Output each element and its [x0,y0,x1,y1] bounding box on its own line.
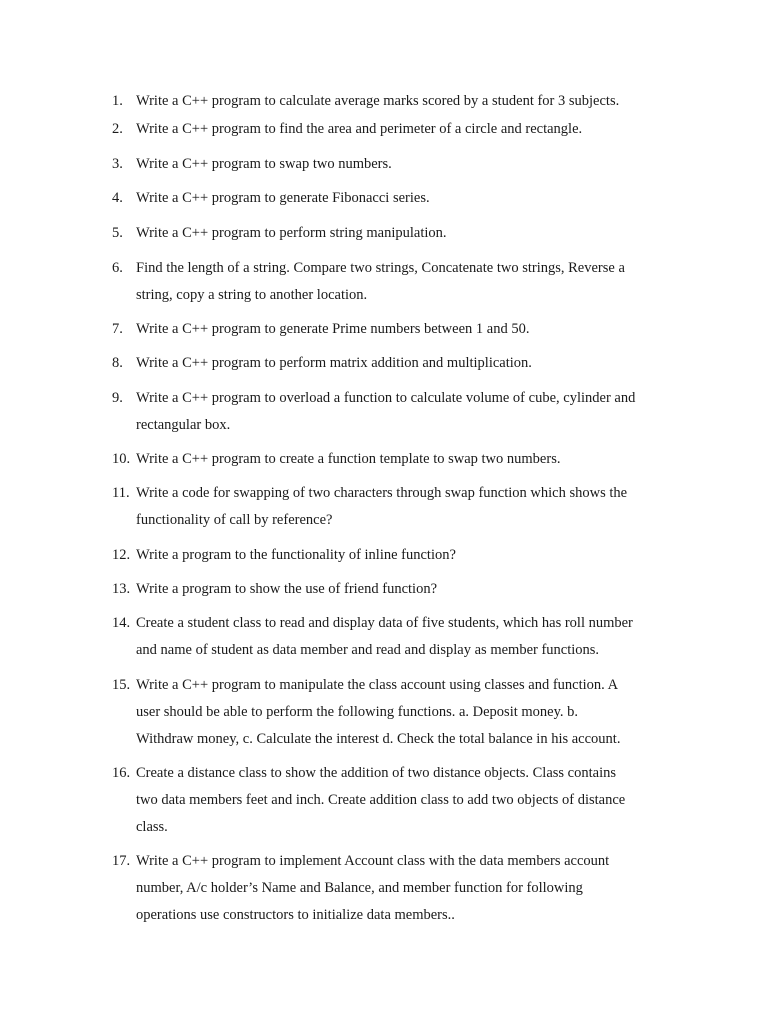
item-number: 15. [112,677,131,693]
list-item [112,185,672,212]
item-text: user should be able to perform the following functions. a. Deposit money. b. [136,704,579,720]
item-text: number, A/c holder’s Name and Balance, and member function for following [136,880,583,896]
list-item [112,116,672,143]
item-number: 11. [112,485,130,501]
item-text: Write a C++ program to perform matrix addition and multiplication. [136,355,532,371]
list-item [112,255,672,309]
list-item [112,151,672,178]
list-item [112,480,672,534]
item-number: 8. [112,355,123,371]
item-text: Write a C++ program to generate Prime numbers between 1 and 50. [136,321,530,337]
item-text: Write a C++ program to find the area and perimeter of a circle and rectangle. [136,121,583,137]
item-text: string, copy a string to another location. [136,287,368,303]
item-text: Withdraw money, c. Calculate the interest d. Check the total balance in his account. [136,731,621,747]
item-number: 9. [112,390,123,406]
list-item [112,610,672,664]
item-text: Write a C++ program to perform string manipulation. [136,225,447,241]
item-number: 17. [112,853,131,869]
list-item [112,760,672,841]
list-item [112,446,672,473]
item-text: Write a C++ program to overload a function to calculate volume of cube, cylinder and [136,390,636,406]
item-number: 4. [112,190,123,206]
item-text: operations use constructors to initialize data members.. [136,907,455,923]
list-item [112,220,672,247]
item-number: 6. [112,260,123,276]
item-text: Create a distance class to show the addition of two distance objects. Class contains [136,765,616,781]
item-text: Write a C++ program to create a function template to swap two numbers. [136,451,561,467]
item-number: 1. [112,93,123,109]
item-text: Find the length of a string. Compare two strings, Concatenate two strings, Reverse a [136,260,625,276]
item-number: 7. [112,321,123,337]
item-text: Create a student class to read and display data of five students, which has roll number [136,615,633,631]
list-item [112,542,672,569]
list-item [112,350,672,377]
list-item [112,848,672,929]
list-item [112,316,672,343]
item-text: rectangular box. [136,417,231,433]
list-item [112,576,672,603]
item-text: Write a C++ program to manipulate the class account using classes and function. A [136,677,619,693]
item-text: Write a C++ program to swap two numbers. [136,156,392,172]
list-item [112,88,672,115]
list-item [112,672,672,753]
item-text: and name of student as data member and read and display as member functions. [136,642,600,658]
item-text: Write a C++ program to generate Fibonacci series. [136,190,430,206]
item-text: functionality of call by reference? [136,512,333,528]
item-number: 10. [112,451,131,467]
item-text: two data members feet and inch. Create addition class to add two objects of distance [136,792,626,808]
item-number: 2. [112,121,123,137]
list-item [112,385,672,439]
item-text: Write a code for swapping of two characters through swap function which shows the [136,485,628,501]
item-number: 3. [112,156,123,172]
item-text: Write a C++ program to calculate average marks scored by a student for 3 subjects. [136,93,620,109]
item-number: 12. [112,547,131,563]
item-text: Write a program to the functionality of inline function? [136,547,456,563]
item-text: class. [136,819,168,835]
item-number: 14. [112,615,131,631]
item-number: 16. [112,765,131,781]
item-text: Write a program to show the use of friend function? [136,581,438,597]
item-text: Write a C++ program to implement Account class with the data members account [136,853,610,869]
item-number: 5. [112,225,123,241]
item-number: 13. [112,581,131,597]
